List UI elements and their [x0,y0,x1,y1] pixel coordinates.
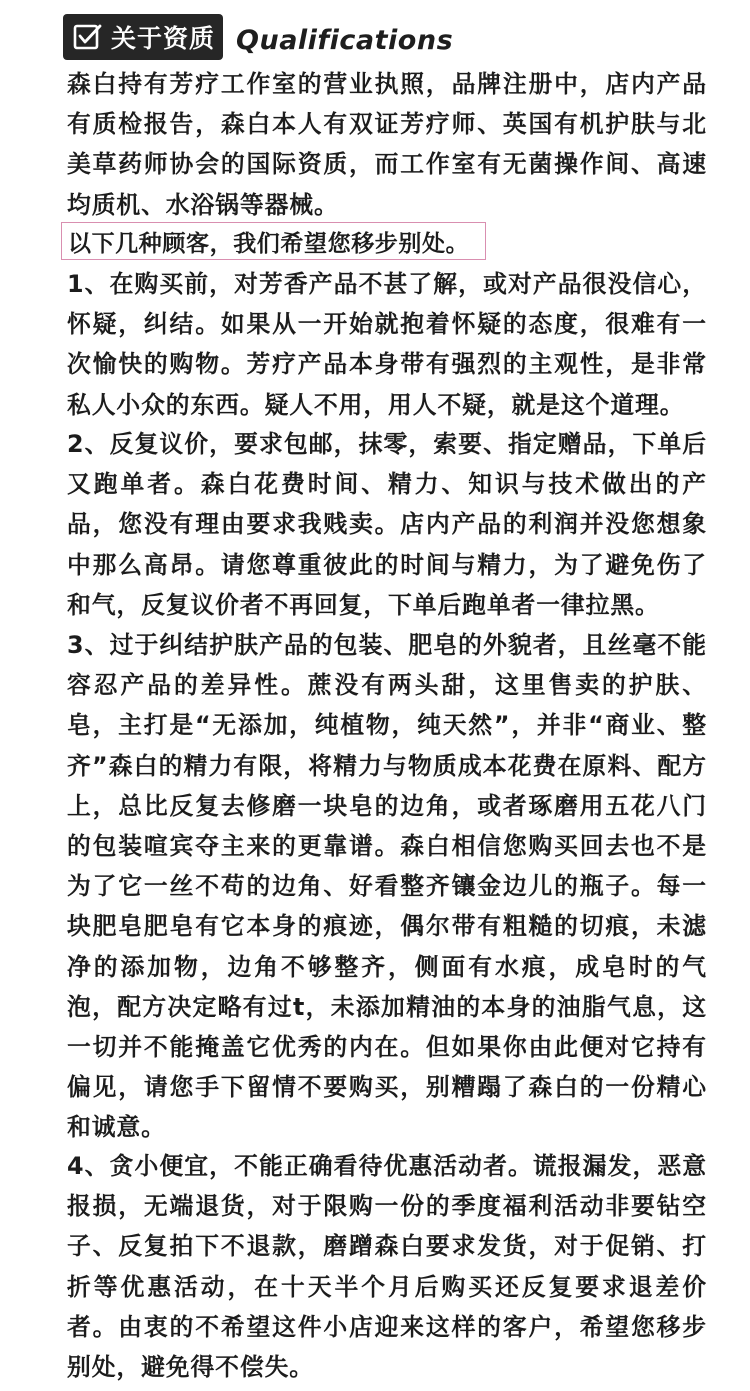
checkbox-icon [73,23,103,51]
point-paragraph-4: 4、贪小便宜，不能正确看待优惠活动者。谎报漏发，恶意报损，无端退货，对于限购一份的季度福利活动非要钻空子、反复拍下不退款，磨蹭森白要求发货，对于促销、打折等优惠活动，在十天半个月后购买还反复要求退差价者。由衷的不希望这件小店迎来这样的客户，希望您移步别处，避免得不偿失。 [67,1152,707,1382]
section-title-english: Qualifications [236,24,454,56]
point-paragraph-1: 1、在购买前，对芳香产品不甚了解，或对产品很没信心，怀疑，纠结。如果从一开始就抱着怀疑的态度，很难有一次愉快的购物。芳疗产品本身带有强烈的主观性，是非常私人小众的东西。疑人不用，用人不疑，就是这个道理。 [67,270,707,419]
section-badge [63,14,223,60]
point-paragraph-2: 2、反复议价，要求包邮，抹零，索要、指定赠品，下单后又跑单者。森白花费时间、精力、知识与技术做出的产品，您没有理由要求我贱卖。店内产品的利润并没您想象中那么高昂。请您尊重彼此的时间与精力，为了避免伤了和气，反复议价者不再回复，下单后跑单者一律拉黑。 [67,430,707,619]
section-header [63,14,453,60]
intro-paragraph: 森白持有芳疗工作室的营业执照，品牌注册中，店内产品有质检报告，森白本人有双证芳疗师、英国有机护肤与北美草药师协会的国际资质，而工作室有无菌操作间、高速均质机、水浴锅等器械。 [67,70,707,219]
notice-box [61,222,486,260]
notice-text: 以下几种顾客，我们希望您移步别处。 [68,230,470,257]
point-paragraph-3: 3、过于纠结护肤产品的包装、肥皂的外貌者，且丝毫不能容忍产品的差异性。蔗没有两头甜，这里售卖的护肤、皂，主打是“无添加，纯植物，纯天然”，并非“商业、整齐”森白的精力有限，将精力与物质成本花费在原料、配方上，总比反复去修磨一块皂的边角，或者琢磨用五花八门的包装喧宾夺主来的更靠谱。森白相信您购买回去也不是为了它一丝不苟的边角、好看整齐镶金边儿的瓶子。每一块肥皂肥皂有它本身的痕迹，偶尔带有粗糙的切痕，未滤净的添加物，边角不够整齐，侧面有水痕，成皂时的气泡，配方决定略有过t，未添加精油的本身的油脂气息，这一切并不能掩盖它优秀的内在。但如果你由此便对它持有偏见，请您手下留情不要购买，别糟蹋了森白的一份精心和诚意。 [67,631,707,1142]
section-badge-label: 关于资质 [111,24,216,53]
